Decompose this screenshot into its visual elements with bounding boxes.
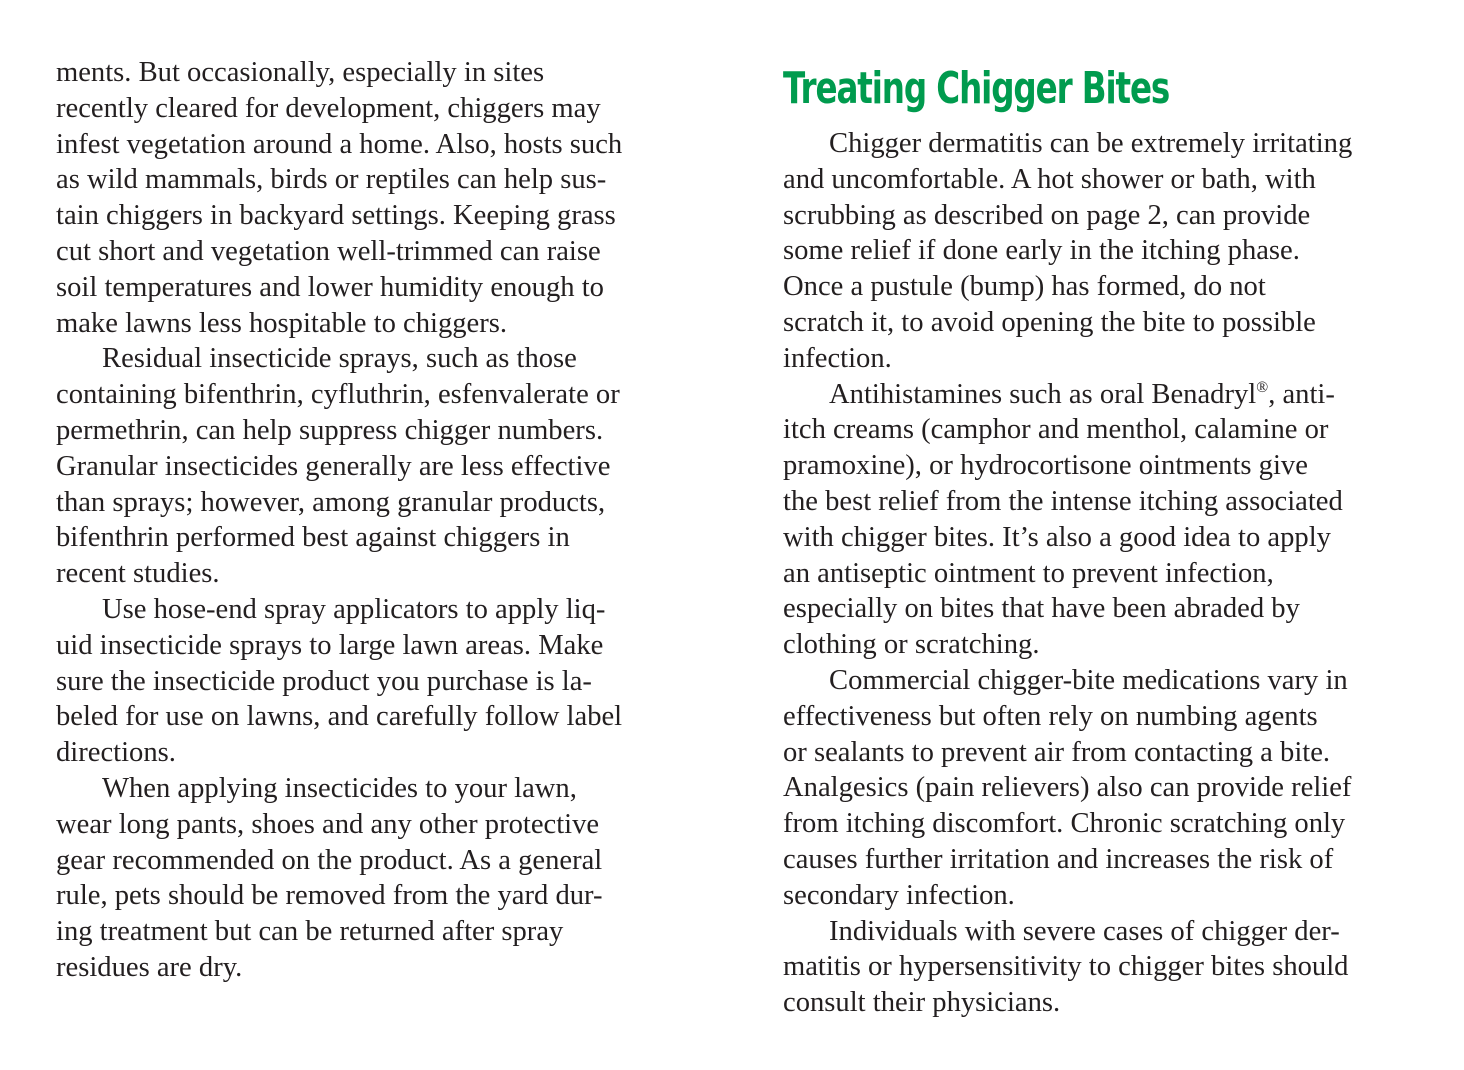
text-line: especially on bites that have been abraded by: [783, 593, 1300, 625]
text-line: itch creams (camphor and menthol, calamine or: [783, 414, 1329, 446]
text-line: effectiveness but often rely on numbing agents: [783, 700, 1318, 732]
text-line: than sprays; however, among granular products,: [56, 486, 606, 518]
text-line: an antiseptic ointment to prevent infection,: [783, 557, 1274, 589]
text-line: Antihistamines such as oral Benadryl®, anti-: [829, 378, 1335, 410]
text-line: consult their physicians.: [783, 987, 1061, 1019]
text-line: scratch it, to avoid opening the bite to possible: [783, 306, 1316, 338]
text-line: Chigger dermatitis can be extremely irritating: [829, 128, 1353, 159]
text-line: residues are dry.: [56, 951, 243, 983]
right-column: [783, 52, 1448, 1021]
text-line: infest vegetation around a home. Also, hosts such: [56, 128, 623, 160]
right-column-body: [783, 126, 1448, 1021]
text-line: ing treatment but can be returned after spray: [56, 916, 564, 948]
text-line: rule, pets should be removed from the yard dur-: [56, 880, 603, 912]
text-line: Individuals with severe cases of chigger der-: [829, 915, 1340, 947]
text-line: cut short and vegetation well-trimmed can raise: [56, 235, 601, 267]
text-line: as wild mammals, birds or reptiles can help sus-: [56, 164, 607, 196]
text-line: scrubbing as described on page 2, can provide: [783, 199, 1311, 231]
text-line: Commercial chigger-bite medications vary in: [829, 664, 1348, 696]
paragraph: [783, 663, 1448, 914]
text-line: beled for use on lawns, and carefully follow label: [56, 701, 623, 733]
text-line: gear recommended on the product. As a general: [56, 844, 603, 876]
text-line: Once a pustule (bump) has formed, do not: [783, 271, 1266, 303]
text-line: ments. But occasionally, especially in sites: [56, 57, 545, 88]
text-line: make lawns less hospitable to chiggers.: [56, 307, 508, 339]
text-line: from itching discomfort. Chronic scratching only: [783, 808, 1346, 840]
paragraph: [56, 55, 726, 341]
text-line: When applying insecticides to your lawn,: [102, 772, 577, 804]
text-line: causes further irritation and increases the risk of: [783, 843, 1334, 875]
text-line: recently cleared for development, chiggers may: [56, 92, 601, 124]
text-line: recent studies.: [56, 558, 220, 590]
text-line: wear long pants, shoes and any other protective: [56, 808, 600, 840]
text-line: sure the insecticide product you purchase is la-: [56, 665, 592, 697]
text-line: soil temperatures and lower humidity enough to: [56, 271, 604, 303]
text-line: some relief if done early in the itching phase.: [783, 235, 1300, 267]
text-line: or sealants to prevent air from contacting a bite.: [783, 736, 1331, 768]
text-line: uid insecticide sprays to large lawn areas. Make: [56, 629, 604, 661]
left-column: [56, 55, 726, 986]
text-line: tain chiggers in backyard settings. Keeping grass: [56, 200, 616, 232]
paragraph: [56, 341, 726, 592]
text-line: matitis or hypersensitivity to chigger bites should: [783, 951, 1349, 983]
text-line: pramoxine), or hydrocortisone ointments give: [783, 450, 1308, 482]
text-line: infection.: [783, 342, 892, 374]
text-line: Granular insecticides generally are less effective: [56, 450, 611, 482]
text-line: bifenthrin performed best against chiggers in: [56, 522, 570, 554]
text-line: and uncomfortable. A hot shower or bath, with: [783, 163, 1316, 195]
paragraph: [56, 771, 726, 986]
paragraph: [783, 377, 1448, 663]
text-line: clothing or scratching.: [783, 629, 1040, 661]
text-line: secondary infection.: [783, 879, 1015, 911]
text-line: the best relief from the intense itching associated: [783, 485, 1343, 517]
text-line: permethrin, can help suppress chigger numbers.: [56, 414, 604, 446]
registered-trademark-symbol: ®: [1256, 378, 1269, 396]
text-line: directions.: [56, 737, 176, 769]
paragraph: [56, 592, 726, 771]
paragraph: [783, 914, 1448, 1021]
text-line: with chigger bites. It’s also a good idea to apply: [783, 521, 1331, 553]
text-line: Use hose-end spray applicators to apply liq-: [102, 593, 606, 625]
text-line: containing bifenthrin, cyfluthrin, esfenvalerate or: [56, 379, 620, 411]
section-heading: Treating Chigger Bites: [783, 63, 1170, 114]
text-line: Residual insecticide sprays, such as those: [102, 343, 577, 375]
left-column-body: [56, 55, 726, 986]
text-line: Analgesics (pain relievers) also can provide relief: [783, 772, 1352, 804]
paragraph: [783, 126, 1448, 377]
